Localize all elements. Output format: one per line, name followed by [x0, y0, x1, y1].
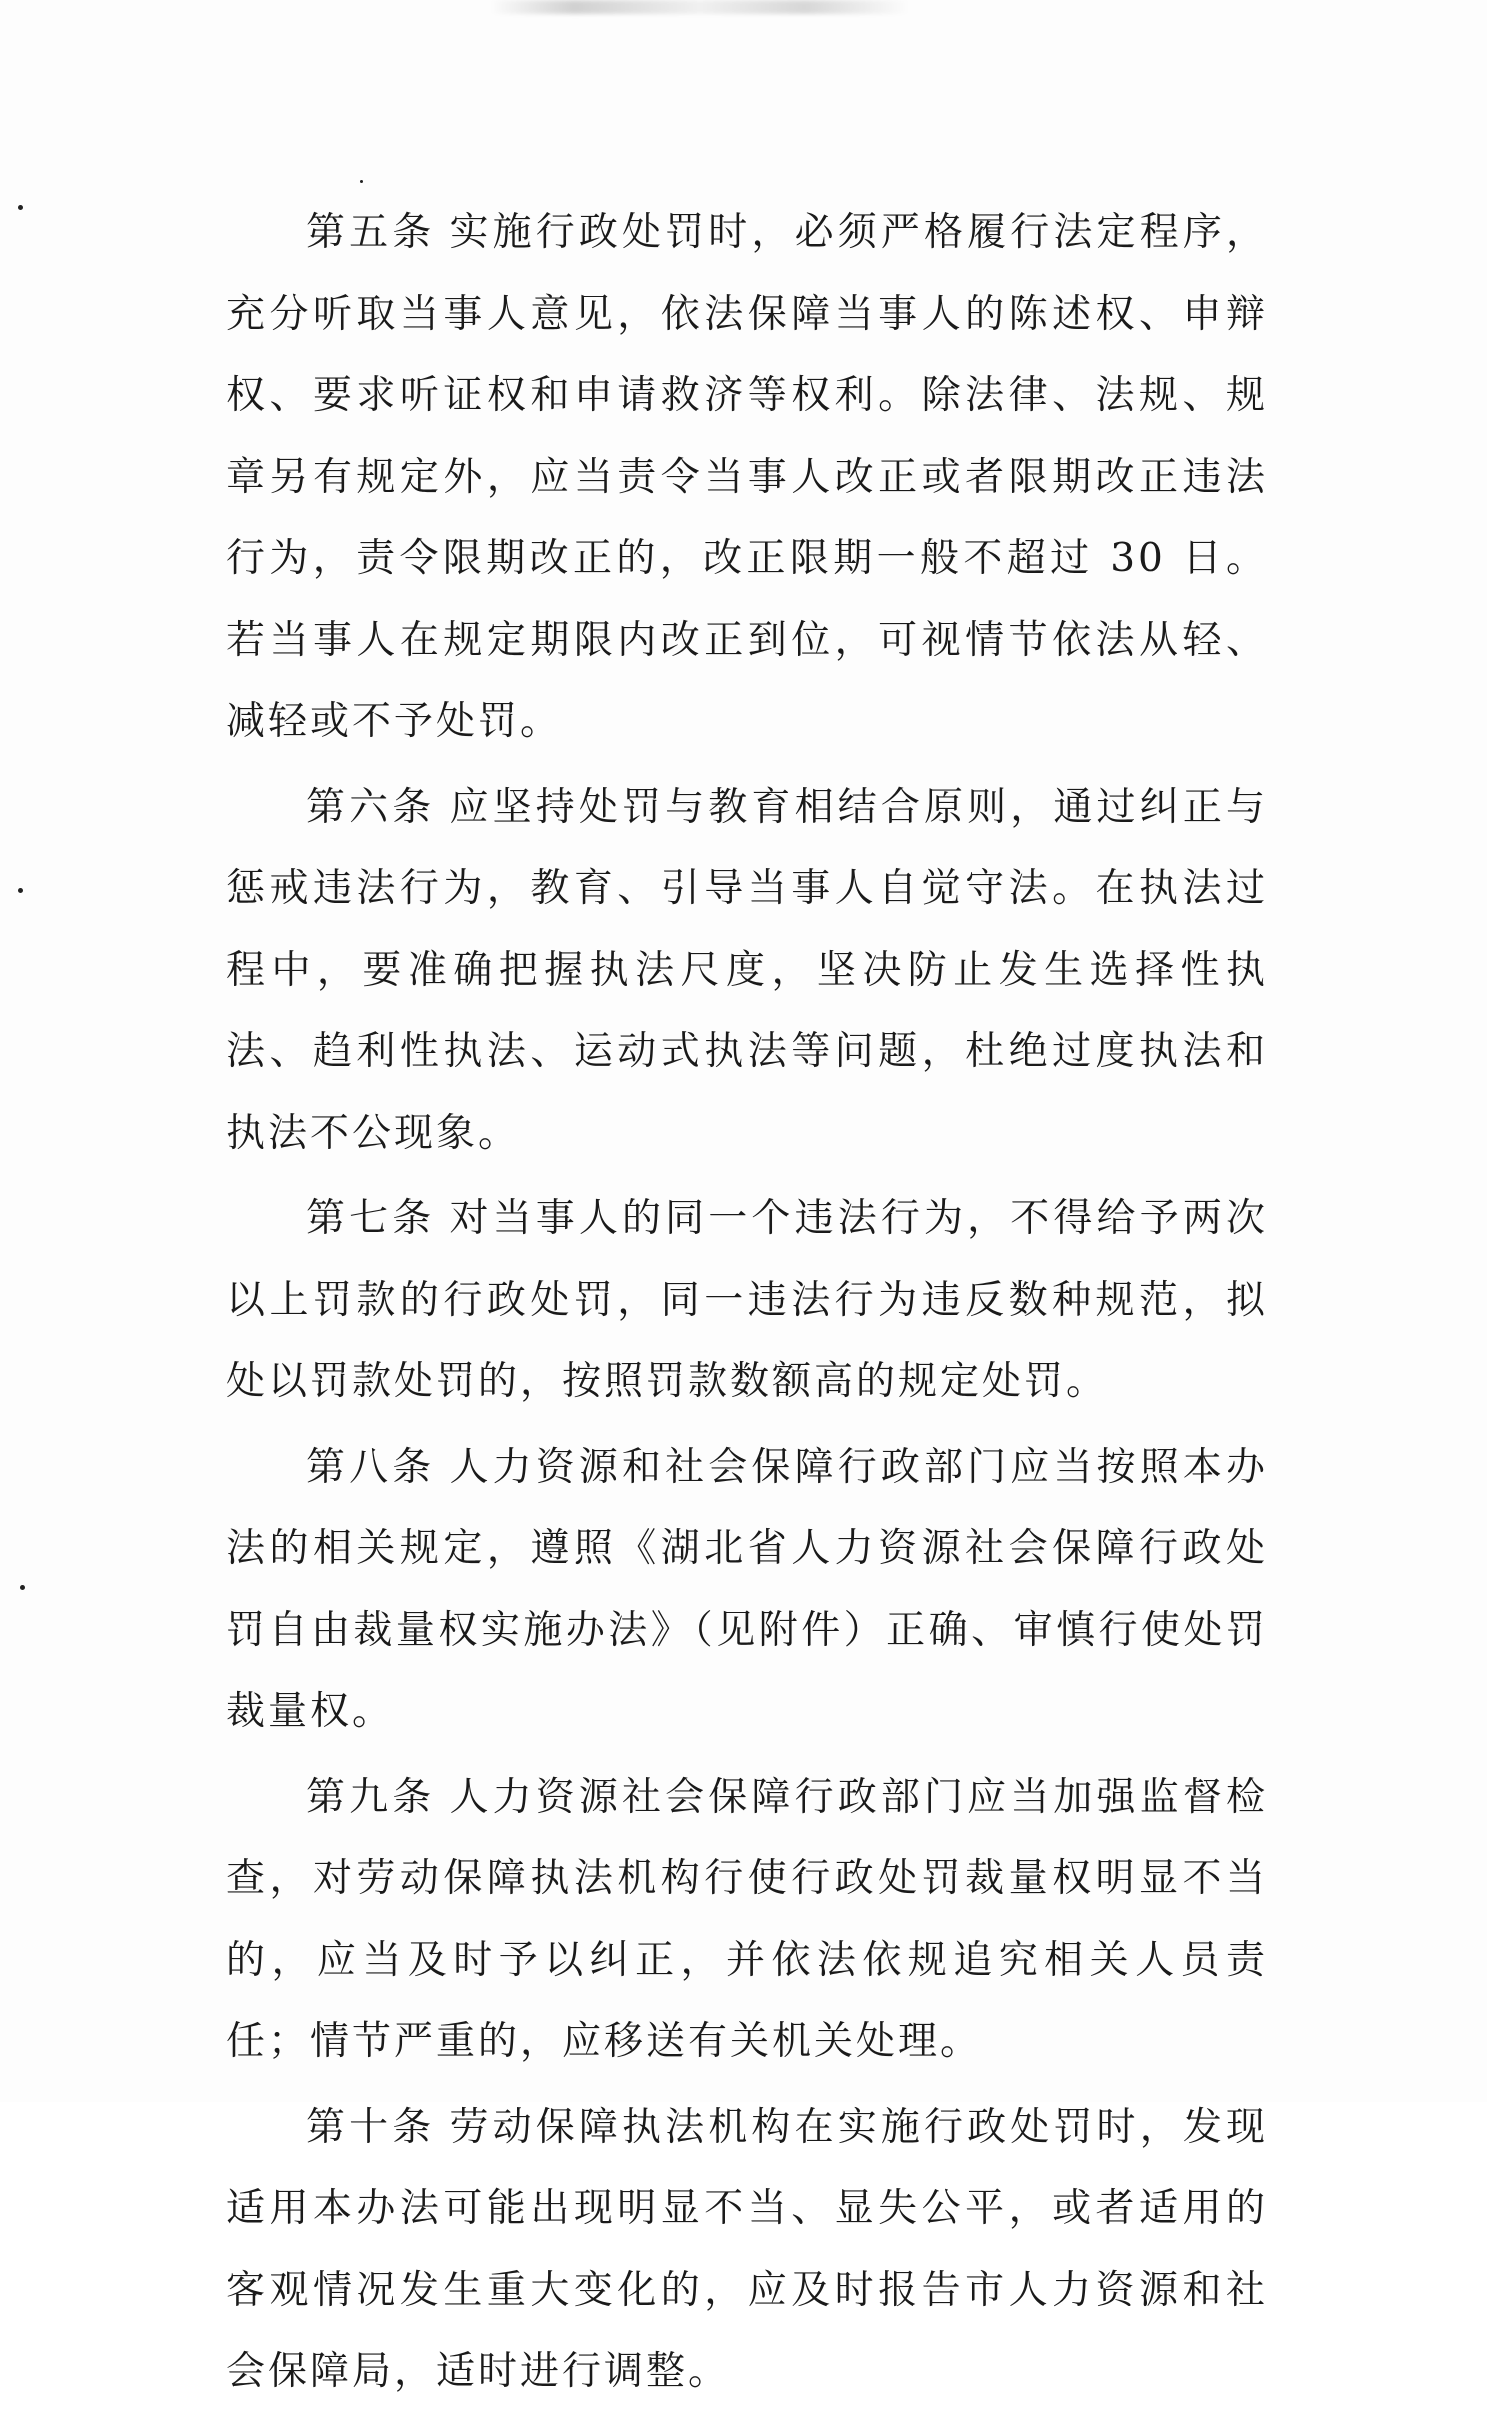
article-6	[226, 767, 1268, 1175]
article-text: 对当事人的同一个违法行为，不得给予两次以上罚款的行政处罚，同一违法行为违反数种规范，拟处以罚款处罚的，按照罚款数额高的规定处罚。	[226, 1196, 1268, 1404]
article-text: 劳动保障执法机构在实施行政处罚时，发现适用本办法可能出现明显不当、显失公平，或者适用的客观情况发生重大变化的，应及时报告市人力资源和社会保障局，适时进行调整。	[226, 2104, 1268, 2394]
article-number: 第七条	[306, 1196, 436, 1241]
article-number: 第九条	[306, 1774, 436, 1820]
article-text: 人力资源社会保障行政部门应当加强监督检查，对劳动保障执法机构行使行政处罚裁量权明显不当的，应当及时予以纠正，并依法依规追究相关人员责任；情节严重的，应移送有关机关处理。	[226, 1774, 1268, 2064]
scan-dot	[20, 1585, 25, 1590]
article-number: 第八条	[306, 1444, 436, 1490]
article-text: 人力资源和社会保障行政部门应当按照本办法的相关规定，遵照《湖北省人力资源社会保障行政处罚自由裁量权实施办法》（见附件）正确、审慎行使处罚裁量权。	[226, 1444, 1268, 1734]
article-text: 实施行政处罚时，必须严格履行法定程序，充分听取当事人意见，依法保障当事人的陈述权、申辩权、要求听证权和申请救济等权利。除法律、法规、规章另有规定外，应当责令当事人改正或者限期改正违法行为，责令限期改正的，改正限期一般不超过 30 日。若当事人在规定期限内改正到位，可视情节依法从轻、减轻或不予处罚。	[226, 210, 1268, 744]
scan-smudge	[490, 0, 910, 14]
scan-dot	[360, 180, 363, 183]
scan-dot	[18, 205, 23, 210]
article-7	[226, 1178, 1268, 1423]
article-8	[226, 1427, 1268, 1753]
article-5	[226, 192, 1268, 763]
article-text: 应坚持处罚与教育相结合原则，通过纠正与惩戒违法行为，教育、引导当事人自觉守法。在执法过程中，要准确把握执法尺度，坚决防止发生选择性执法、趋利性执法、运动式执法等问题，杜绝过度执法和执法不公现象。	[226, 784, 1268, 1156]
article-number: 第五条	[306, 210, 436, 255]
article-number: 第六条	[306, 784, 436, 830]
document-body	[226, 192, 1268, 2417]
article-9	[226, 1757, 1268, 2083]
article-number: 第十条	[306, 2104, 436, 2150]
article-10	[226, 2087, 1268, 2413]
scan-dot	[18, 888, 23, 893]
